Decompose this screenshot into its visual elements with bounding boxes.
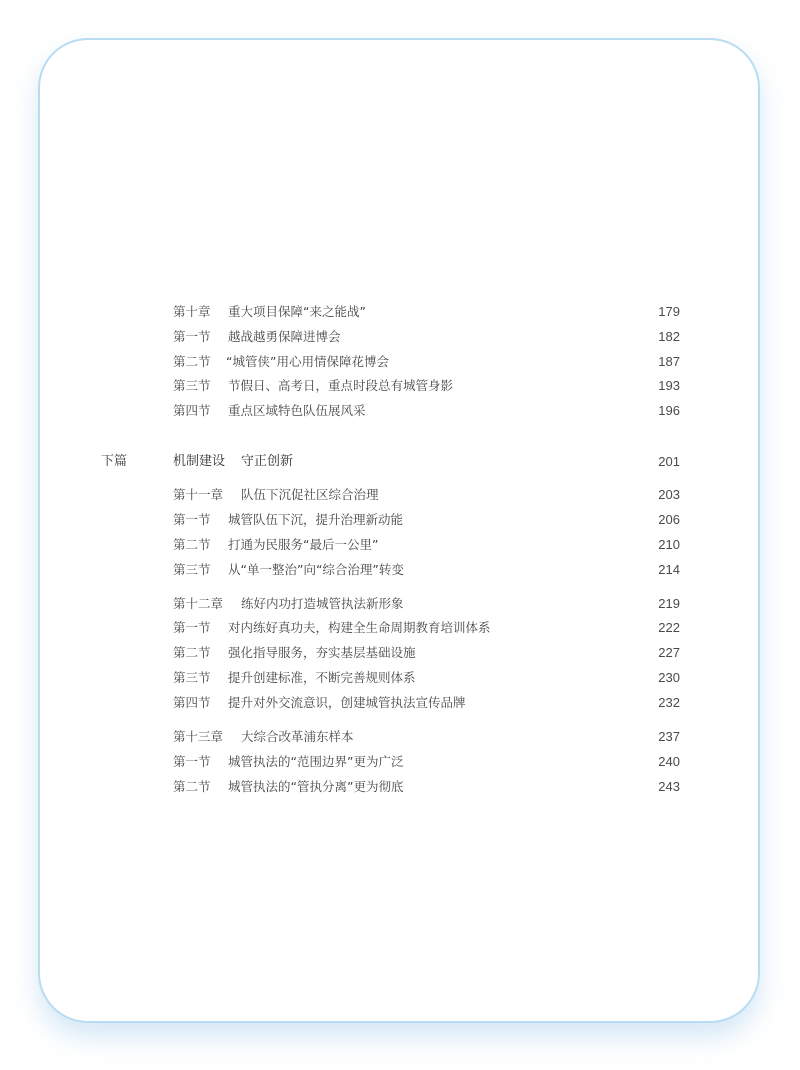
toc-section[interactable] [0,400,800,422]
toc-chapter-13[interactable] [0,726,800,748]
toc-title: 大综合改革浦东样本 [241,729,354,744]
toc-page-number: 240 [658,754,680,769]
toc-title: 提升对外交流意识，创建城管执法宣传品牌 [228,695,466,710]
toc-page-number: 222 [658,620,680,635]
toc-section[interactable] [0,534,800,556]
toc-section[interactable] [0,617,800,639]
toc-label: 第十三章 [173,729,224,744]
toc-label: 第四节 [173,695,211,710]
toc-label: 第二节 [173,537,211,552]
toc-title: 提升创建标准，不断完善规则体系 [228,670,416,685]
toc-title: 队伍下沉促社区综合治理 [241,487,379,502]
toc-part-3[interactable] [0,451,800,473]
toc-page-number: 214 [658,562,680,577]
toc-page-number: 193 [658,378,680,393]
toc-part-label: 下篇 [101,454,128,469]
toc-section[interactable] [0,692,800,714]
toc-page-number: 210 [658,537,680,552]
toc-title: 强化指导服务，夯实基层基础设施 [228,645,416,660]
toc-page-number: 237 [658,729,680,744]
toc-part-title: 守正创新 [241,454,294,469]
toc-section[interactable] [0,667,800,689]
toc-title: 打通为民服务“最后一公里” [228,537,379,552]
toc-title: 城管执法的“范围边界”更为广泛 [228,754,404,769]
toc-section[interactable] [0,559,800,581]
toc-label: 第十章 [173,304,211,319]
toc-label: 第二节 [173,779,211,794]
toc-title: “城管侠”用心用情保障花博会 [226,354,389,369]
toc-label: 第十二章 [173,596,224,611]
toc-chapter-12[interactable] [0,593,800,615]
toc-title: 越战越勇保障进博会 [228,329,341,344]
toc-page-number: 232 [658,695,680,710]
toc-label: 第四节 [173,403,211,418]
toc-label: 第一节 [173,754,211,769]
toc-section[interactable] [0,776,800,798]
toc-page-number: 201 [658,454,680,469]
toc-label: 第一节 [173,329,211,344]
toc-title: 练好内功打造城管执法新形象 [241,596,404,611]
toc-title: 城管执法的“管执分离”更为彻底 [228,779,404,794]
toc-section[interactable] [0,326,800,348]
toc-page-number: 203 [658,487,680,502]
toc-page-number: 230 [658,670,680,685]
toc-label: 第一节 [173,620,211,635]
toc-label: 第三节 [173,670,211,685]
toc-page-number: 219 [658,596,680,611]
toc-title: 重大项目保障“来之能战” [228,304,366,319]
toc-page-number: 182 [658,329,680,344]
toc-page-number: 187 [658,354,680,369]
toc-page-number: 196 [658,403,680,418]
toc-page-number: 243 [658,779,680,794]
toc-title: 重点区域特色队伍展风采 [228,403,366,418]
toc-chapter-10[interactable] [0,301,800,323]
toc-chapter-11[interactable] [0,484,800,506]
toc-section[interactable] [0,509,800,531]
toc-label: 第二节 [173,354,211,369]
toc-title: 城管队伍下沉，提升治理新动能 [228,512,404,527]
toc-page-number: 179 [658,304,680,319]
toc-label: 第三节 [173,378,211,393]
toc-label: 第一节 [173,512,211,527]
toc-section[interactable] [0,375,800,397]
toc-page-number: 227 [658,645,680,660]
toc-title: 节假日、高考日，重点时段总有城管身影 [228,378,454,393]
toc-title: 从“单一整治”向“综合治理”转变 [228,562,404,577]
toc-part-heading: 机制建设 [173,454,226,469]
toc-label: 第十一章 [173,487,224,502]
toc-label: 第二节 [173,645,211,660]
toc-title: 对内练好真功夫，构建全生命周期教育培训体系 [228,620,491,635]
toc-section[interactable] [0,351,800,373]
toc-page-number: 206 [658,512,680,527]
toc-section[interactable] [0,642,800,664]
toc-label: 第三节 [173,562,211,577]
toc-section[interactable] [0,751,800,773]
